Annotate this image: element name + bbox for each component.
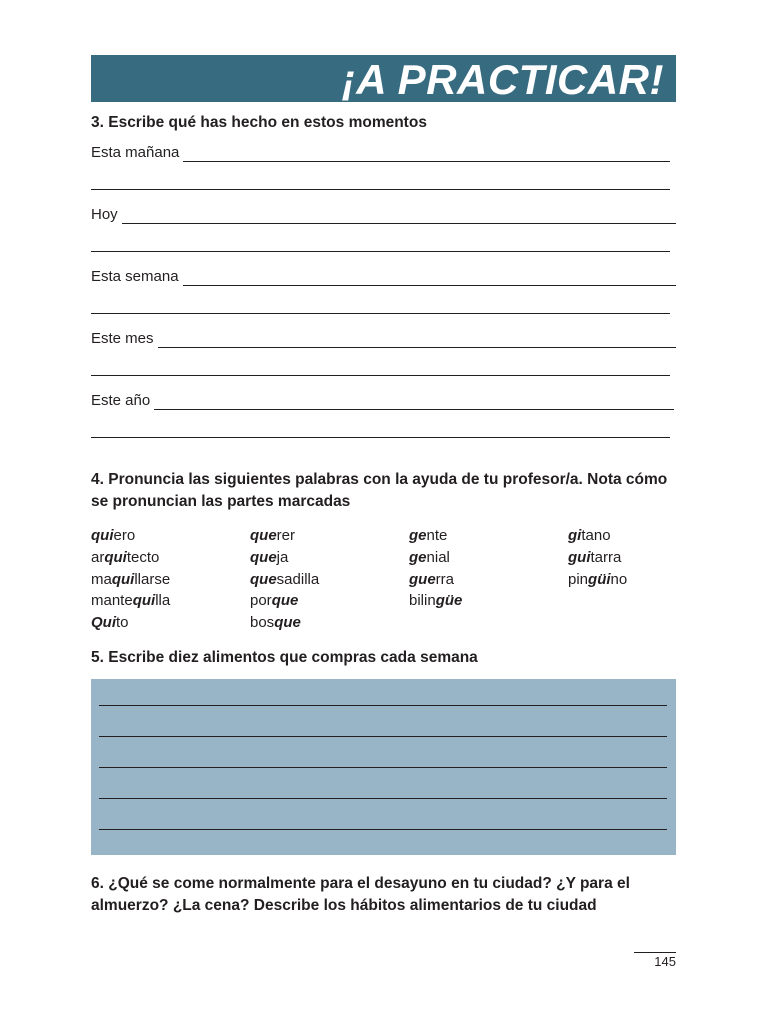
- answer-line[interactable]: [91, 437, 670, 438]
- food-list-box: [91, 679, 676, 855]
- write-row-este-mes[interactable]: [91, 328, 676, 348]
- answer-line[interactable]: [99, 798, 667, 799]
- pronunciation-word: pingüino: [568, 570, 628, 588]
- answer-line[interactable]: [91, 313, 670, 314]
- write-row-hoy[interactable]: [91, 204, 676, 224]
- answer-line[interactable]: [99, 705, 667, 706]
- prompt-label: Esta semana: [91, 268, 179, 285]
- prompt-label: Hoy: [91, 206, 118, 223]
- pronunciation-word: gente: [409, 527, 448, 544]
- pronunciation-word: guitarra: [568, 548, 622, 566]
- word-column-ge: [409, 525, 462, 612]
- pronunciation-word: gitano: [568, 527, 611, 544]
- section-title: ¡A PRACTICAR!: [341, 56, 664, 103]
- answer-line[interactable]: [122, 207, 676, 224]
- answer-line[interactable]: [91, 189, 670, 190]
- pronunciation-word: mantequilla: [91, 592, 171, 610]
- pronunciation-word: querer: [250, 527, 296, 544]
- prompt-label: Este año: [91, 392, 151, 409]
- pronunciation-word: arquitecto: [91, 548, 160, 566]
- word-column-qui: [91, 525, 170, 634]
- answer-line[interactable]: [91, 251, 670, 252]
- answer-line[interactable]: [91, 375, 670, 376]
- prompt-label: Este mes: [91, 330, 154, 347]
- word-column-que: [250, 525, 319, 634]
- page-number: 145: [654, 954, 676, 969]
- answer-line[interactable]: [99, 829, 667, 830]
- answer-line[interactable]: [183, 269, 676, 286]
- exercise-5-heading: 5. Escribe diez alimentos que compras cada semana: [91, 649, 478, 666]
- pronunciation-word: quiero: [91, 527, 136, 544]
- answer-line[interactable]: [154, 393, 674, 410]
- word-column-gi: [568, 525, 627, 590]
- pronunciation-word: quesadilla: [250, 570, 320, 588]
- exercise-6-heading: 6. ¿Qué se come normalmente para el desayuno en tu ciudad? ¿Y para el almuerzo? ¿La cena? Describe los hábitos alimentarios de tu ciudad: [91, 875, 630, 914]
- answer-line[interactable]: [183, 145, 670, 162]
- pronunciation-word: maquillarse: [91, 570, 171, 588]
- answer-line[interactable]: [158, 331, 676, 348]
- pronunciation-word: bosque: [250, 614, 301, 632]
- pronunciation-word: queja: [250, 548, 289, 566]
- pronunciation-word: guerra: [409, 570, 455, 588]
- pronunciation-word: bilingüe: [409, 592, 463, 610]
- pronunciation-word: genial: [409, 548, 450, 566]
- exercise-3-heading: 3. Escribe qué has hecho en estos momentos: [91, 114, 427, 131]
- pronunciation-word: Quito: [91, 614, 129, 632]
- page-number-rule: [634, 952, 676, 953]
- write-row-esta-manana[interactable]: [91, 142, 676, 162]
- answer-line[interactable]: [99, 767, 667, 768]
- section-banner: [91, 55, 676, 102]
- prompt-label: Esta mañana: [91, 144, 180, 161]
- write-row-este-ano[interactable]: [91, 390, 676, 410]
- pronunciation-word: porque: [250, 592, 299, 610]
- exercise-4-heading: 4. Pronuncia las siguientes palabras con la ayuda de tu profesor/a. Nota cómo se pronuncian las partes marcadas: [91, 471, 668, 510]
- write-row-esta-semana[interactable]: [91, 266, 676, 286]
- answer-line[interactable]: [99, 736, 667, 737]
